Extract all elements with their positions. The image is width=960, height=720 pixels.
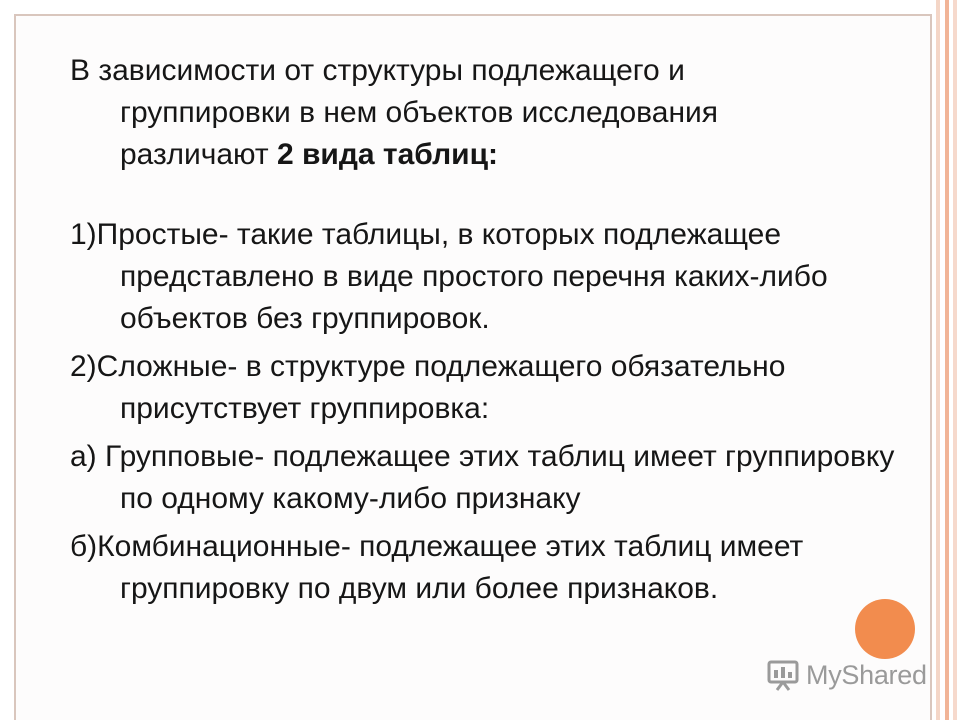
decorative-stripe [936, 0, 940, 720]
slide-body [70, 50, 910, 610]
intro-line-3: различают [120, 138, 277, 171]
accent-circle [855, 599, 915, 659]
list-item-group: а) Групповые- подлежащее этих таблиц имеет группировку по одному какому-либо признаку [70, 440, 895, 515]
list-item-simple: 1)Простые- такие таблицы, в которых подлежащее представлено в виде простого перечня каких-либо объектов без группировок. [70, 218, 828, 335]
slides-logo-icon [766, 658, 800, 692]
watermark-logo [766, 656, 927, 694]
intro-paragraph [70, 50, 910, 176]
intro-emphasis: 2 вида таблиц: [276, 138, 499, 171]
intro-line-2: группировки в нем объектов исследования [120, 96, 719, 129]
list-item-complex: 2)Сложные- в структуре подлежащего обязательно присутствует группировка: [70, 350, 786, 425]
list-item-combination: б)Комбинационные- подлежащее этих таблиц имеет группировку по двум или более признаков. [70, 530, 804, 605]
intro-line-1: В зависимости от структуры подлежащего и [70, 54, 685, 87]
decorative-stripe [953, 0, 957, 720]
watermark-text: MyShared [806, 659, 927, 690]
decorative-stripe [945, 0, 949, 720]
